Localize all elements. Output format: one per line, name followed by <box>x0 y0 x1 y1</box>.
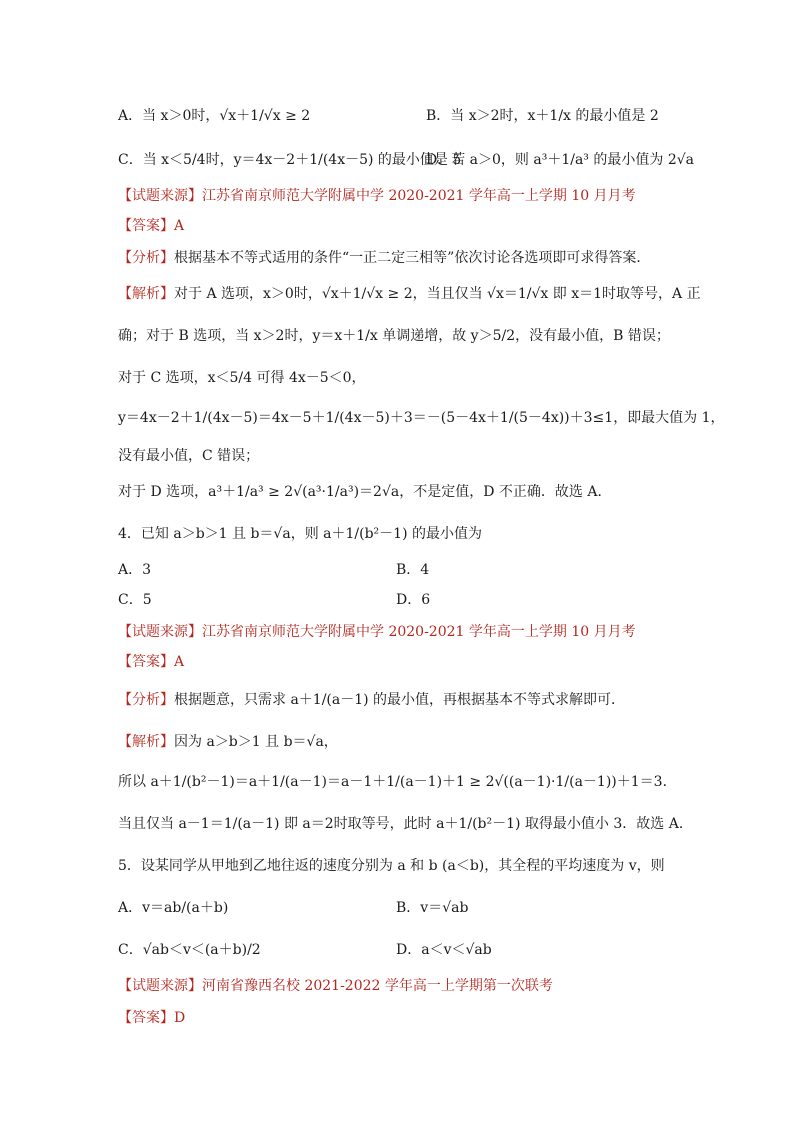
q4-option-c: C．5 <box>118 592 152 608</box>
q3-solution-line-2: 确；对于 B 选项，当 x＞2时，y＝x＋1/x 单调递增，故 y＞5/2，没有最小值，B 错误； <box>118 328 670 344</box>
q4-solution-line-1 <box>118 732 686 752</box>
q5-answer <box>118 1008 686 1028</box>
q3-option-d: D．若 a＞0，则 a³＋1/a³ 的最小值为 2√a <box>426 152 694 168</box>
q5-source <box>118 976 686 996</box>
solution-text: 对于 A 选项，x＞0时，√x＋1/√x ≥ 2，当且仅当 √x＝1/√x 即 x＝1时取等号，A 正 <box>174 286 701 302</box>
q4-solution-line-2: 所以 a＋1/(b²－1)＝a＋1/(a－1)＝a－1＋1/(a－1)＋1 ≥ 2√((a－1)·1/(a－1))＋1＝3． <box>118 774 677 790</box>
solution-text: 因为 a＞b＞1 且 b＝√a， <box>174 734 338 750</box>
answer-text: A <box>174 654 185 670</box>
q3-option-a: A．当 x＞0时，√x＋1/√x ≥ 2 <box>118 108 311 124</box>
q4-answer <box>118 652 686 672</box>
q3-solution-line-3: 对于 C 选项，x＜5/4 可得 4x－5＜0， <box>118 370 366 386</box>
q3-solution-line-4: y＝4x－2＋1/(4x－5)＝4x－5＋1/(4x－5)＋3＝－(5－4x＋1/(5－4x))＋3≤1，即最大值为 1， <box>118 410 725 426</box>
source-text: 江苏省南京师范大学附属中学 2020-2021 学年高一上学期 10 月月考 <box>202 624 636 640</box>
q5-option-a: A．v＝ab/(a＋b) <box>118 900 229 916</box>
q4-options-row-1 <box>118 560 686 580</box>
answer-label: 【答案】 <box>118 1010 174 1026</box>
q3-source <box>118 186 686 206</box>
q3-solution-line-6: 对于 D 选项，a³＋1/a³ ≥ 2√(a³·1/a³)＝2√a，不是定值，D 不正确．故选 A． <box>118 484 612 500</box>
q5-option-d: D．a＜v＜√ab <box>396 942 492 958</box>
q4-options-row-2 <box>118 590 686 610</box>
q5-option-c: C．√ab＜v＜(a＋b)/2 <box>118 942 261 958</box>
q3-answer <box>118 216 686 236</box>
q3-analysis <box>118 248 686 268</box>
q4-option-a: A．3 <box>118 562 152 578</box>
source-label: 【试题来源】 <box>118 978 202 994</box>
q4-option-d: D．6 <box>396 592 431 608</box>
answer-text: A <box>174 218 185 234</box>
solution-label: 【解析】 <box>118 286 174 302</box>
analysis-text: 根据基本不等式适用的条件“一正二定三相等”依次讨论各选项即可求得答案． <box>174 250 651 266</box>
q3-solution-line-1 <box>118 284 701 304</box>
q4-analysis <box>118 690 686 710</box>
q5-option-b: B．v＝√ab <box>396 900 469 916</box>
answer-text: D <box>174 1010 186 1026</box>
answer-label: 【答案】 <box>118 654 174 670</box>
answer-label: 【答案】 <box>118 218 174 234</box>
source-label: 【试题来源】 <box>118 188 202 204</box>
source-label: 【试题来源】 <box>118 624 202 640</box>
analysis-text: 根据题意，只需求 a＋1/(a－1) 的最小值，再根据基本不等式求解即可． <box>174 692 626 708</box>
q4-solution-line-3: 当且仅当 a－1＝1/(a－1) 即 a＝2时取等号，此时 a＋1/(b²－1) 取得最小值小 3．故选 A． <box>118 816 693 832</box>
q5-options-row-2 <box>118 940 686 960</box>
q3-option-b: B．当 x＞2时，x＋1/x 的最小值是 2 <box>426 108 659 124</box>
q3-option-c: C．当 x＜5/4时，y＝4x－2＋1/(4x－5) 的最小值是 5 <box>118 152 462 168</box>
solution-label: 【解析】 <box>118 734 174 750</box>
q4-stem: 4．已知 a＞b＞1 且 b＝√a，则 a＋1/(b²－1) 的最小值为 <box>118 526 482 542</box>
q3-solution-line-5: 没有最小值，C 错误； <box>118 448 260 464</box>
source-text: 河南省豫西名校 2021-2022 学年高一上学期第一次联考 <box>202 978 553 994</box>
q5-options-row-1 <box>118 898 686 918</box>
q3-option-a-row <box>118 106 686 126</box>
q4-source <box>118 622 686 642</box>
q5-stem: 5．设某同学从甲地到乙地往返的速度分别为 a 和 b (a＜b)，其全程的平均速度为 v，则 <box>118 858 665 874</box>
analysis-label: 【分析】 <box>118 692 174 708</box>
q4-option-b: B．4 <box>396 562 430 578</box>
source-text: 江苏省南京师范大学附属中学 2020-2021 学年高一上学期 10 月月考 <box>202 188 636 204</box>
analysis-label: 【分析】 <box>118 250 174 266</box>
q3-option-c-row <box>118 150 694 170</box>
